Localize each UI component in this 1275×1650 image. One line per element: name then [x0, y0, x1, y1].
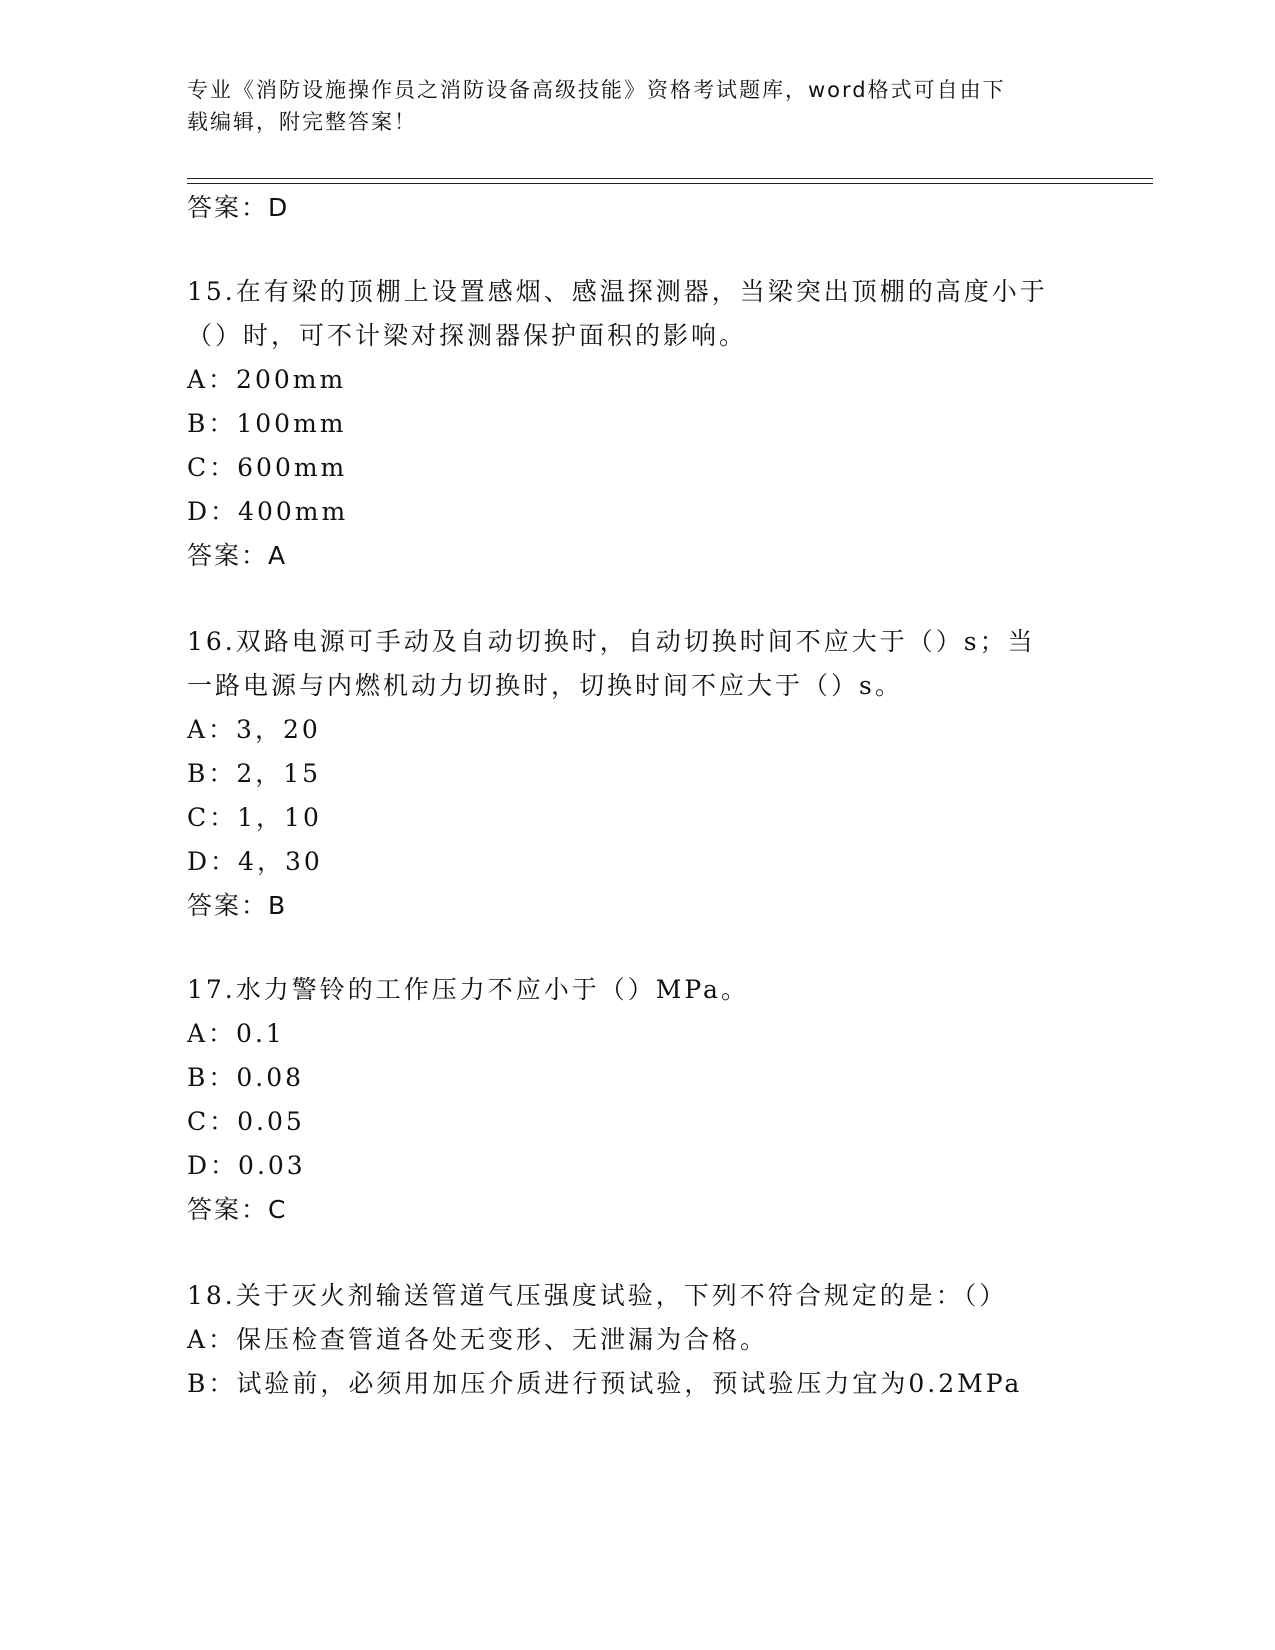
- question-15-option-c: C：600mm: [187, 453, 348, 482]
- question-16-stem-line-2: 一路电源与内燃机动力切换时，切换时间不应大于（）s。: [187, 671, 903, 700]
- question-15-option-d: D：400mm: [187, 497, 349, 526]
- question-15-option-a: A：200mm: [187, 365, 347, 394]
- question-17-option-c: C：0.05: [187, 1107, 305, 1136]
- question-18-option-b: B：试验前，必须用加压介质进行预试验，预试验压力宜为0.2MPa: [187, 1369, 1023, 1398]
- header-line-1: 专业《消防设施操作员之消防设备高级技能》资格考试题库，word格式可自由下: [187, 78, 1006, 102]
- question-15-answer: 答案：A: [187, 541, 288, 570]
- previous-answer: 答案：D: [187, 193, 290, 222]
- header-line-2: 载编辑，附完整答案！: [187, 110, 417, 134]
- question-16-option-c: C：1，10: [187, 803, 322, 832]
- header-rule-bottom: [187, 183, 1153, 184]
- question-18-option-a: A：保压检查管道各处无变形、无泄漏为合格。: [187, 1325, 769, 1354]
- question-16-option-a: A：3，20: [187, 715, 321, 744]
- question-17-option-b: B：0.08: [187, 1063, 305, 1092]
- question-16-option-b: B：2，15: [187, 759, 322, 788]
- question-16-stem-line-1: 16.双路电源可手动及自动切换时，自动切换时间不应大于（）s；当: [187, 627, 1036, 656]
- question-17-option-a: A：0.1: [187, 1019, 285, 1048]
- question-15-option-b: B：100mm: [187, 409, 347, 438]
- question-17-stem: 17.水力警铃的工作压力不应小于（）MPa。: [187, 975, 749, 1004]
- question-16-option-d: D：4，30: [187, 847, 323, 876]
- question-15-stem-line-1: 15.在有梁的顶棚上设置感烟、感温探测器，当梁突出顶棚的高度小于: [187, 277, 1048, 306]
- question-15-stem-line-2: （）时，可不计梁对探测器保护面积的影响。: [187, 321, 748, 350]
- question-17-answer: 答案：C: [187, 1195, 288, 1224]
- question-17-option-d: D：0.03: [187, 1151, 306, 1180]
- document-header: [187, 74, 1067, 138]
- question-18-stem: 18.关于灭火剂输送管道气压强度试验，下列不符合规定的是：（）: [187, 1281, 1008, 1310]
- question-16-answer: 答案：B: [187, 891, 288, 920]
- header-rule-top: [187, 178, 1153, 179]
